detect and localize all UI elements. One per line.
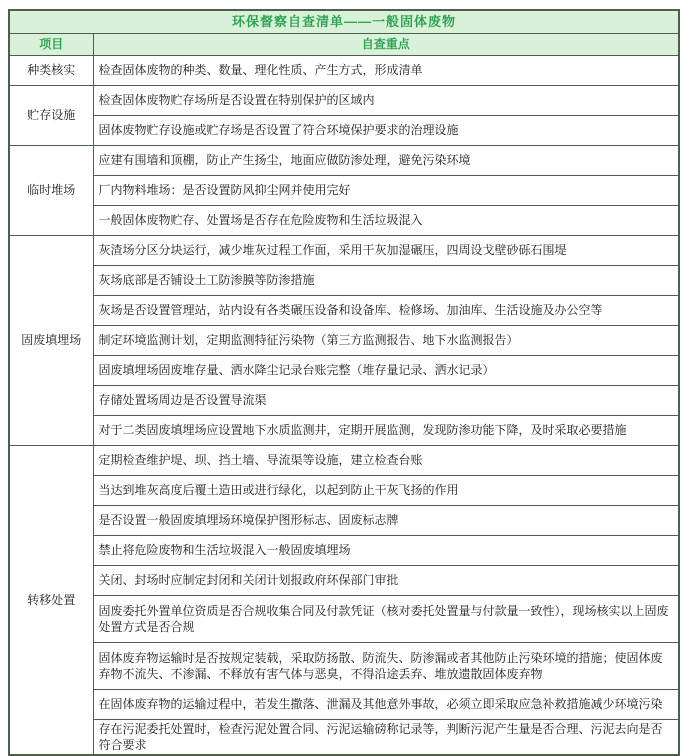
check-item: 存储处置场周边是否设置导流渠	[93, 386, 679, 416]
title-row	[9, 10, 679, 34]
table-row	[9, 566, 679, 596]
table-row	[9, 206, 679, 236]
table-row	[9, 506, 679, 536]
check-item: 固废填埋场固废堆存量、洒水降尘记录台账完整（堆存量记录、洒水记录）	[93, 356, 679, 386]
table-row	[9, 476, 679, 506]
check-item: 固体废弃物运输时是否按规定装载，采取防扬散、防流失、防渗漏或者其他防止污染环境的措施；使固体废弃物不流失、不渗漏、不释放有害气体与恶臭，不得沿途丢弃、堆放遗散固体废弃物	[93, 643, 679, 690]
check-item: 关闭、封场时应制定封闭和关闭计划报政府环保部门审批	[93, 566, 679, 596]
check-item: 存在污泥委托处置时，检查污泥处置合同、污泥运输磅称记录等，判断污泥产生量是否合理、污泥去向是否符合要求	[93, 720, 679, 756]
table-row	[9, 446, 679, 476]
table-row	[9, 356, 679, 386]
table-row	[9, 236, 679, 266]
table-row	[9, 720, 679, 756]
check-item: 应建有围墙和顶棚，防止产生扬尘，地面应做防渗处理，避免污染环境	[93, 146, 679, 176]
table-row	[9, 536, 679, 566]
table-row	[9, 326, 679, 356]
selfcheck-table	[8, 9, 680, 756]
section-label-temp-yard: 临时堆场	[9, 146, 93, 236]
table-row	[9, 416, 679, 446]
table-row	[9, 86, 679, 116]
table-row	[9, 146, 679, 176]
check-item: 固废委托外置单位资质是否合规收集合同及付款凭证（核对委托处置量与付款量一致性），现场核实以上固废处置方式是否合规	[93, 596, 679, 643]
table-row	[9, 643, 679, 690]
section-label-storage: 贮存设施	[9, 86, 93, 146]
column-header-focus: 自查重点	[93, 34, 679, 56]
check-item: 制定环境监测计划，定期监测特征污染物（第三方监测报告、地下水监测报告）	[93, 326, 679, 356]
check-item: 固体废物贮存设施或贮存场是否设置了符合环境保护要求的治理设施	[93, 116, 679, 146]
check-item: 厂内物料堆场：是否设置防风抑尘网并使用完好	[93, 176, 679, 206]
section-label-landfill: 固废填埋场	[9, 236, 93, 446]
check-item: 是否设置一般固废填埋场环境保护图形标志、固废标志牌	[93, 506, 679, 536]
check-item: 定期检查维护堤、坝、挡土墙、导流渠等设施，建立检查台账	[93, 446, 679, 476]
check-item: 在固体废弃物的运输过程中，若发生撒落、泄漏及其他意外事故，必须立即采取应急补救措施减少环境污染	[93, 690, 679, 720]
check-item: 灰渣场分区分块运行，减少堆灰过程工作面，采用干灰加湿碾压，四周设戈壁砂砾石围堤	[93, 236, 679, 266]
section-label-transfer: 转移处置	[9, 446, 93, 756]
table-row	[9, 116, 679, 146]
check-item: 检查固体废物的种类、数量、理化性质、产生方式，形成清单	[93, 56, 679, 86]
table-row	[9, 296, 679, 326]
check-item: 禁止将危险废物和生活垃圾混入一般固废填埋场	[93, 536, 679, 566]
table-row	[9, 56, 679, 86]
check-item: 一般固体废物贮存、处置场是否存在危险废物和生活垃圾混入	[93, 206, 679, 236]
table-row	[9, 386, 679, 416]
check-item: 灰场是否设置管理站，站内设有各类碾压设备和设备库、检修场、加油库、生活设施及办公空等	[93, 296, 679, 326]
table-row	[9, 690, 679, 720]
check-item: 检查固体废物贮存场所是否设置在特别保护的区域内	[93, 86, 679, 116]
header-row	[9, 34, 679, 56]
check-item: 当达到堆灰高度后覆土造田或进行绿化，以起到防止干灰飞扬的作用	[93, 476, 679, 506]
table-row	[9, 266, 679, 296]
check-item: 对于二类固废填埋场应设置地下水质监测井，定期开展监测，发现防渗功能下降，及时采取必要措施	[93, 416, 679, 446]
page-title: 环保督察自查清单——一般固体废物	[9, 10, 679, 34]
table-row	[9, 176, 679, 206]
table-row	[9, 596, 679, 643]
section-label-kinds: 种类核实	[9, 56, 93, 86]
check-item: 灰场底部是否铺设土工防渗膜等防渗措施	[93, 266, 679, 296]
column-header-item: 项目	[9, 34, 93, 56]
